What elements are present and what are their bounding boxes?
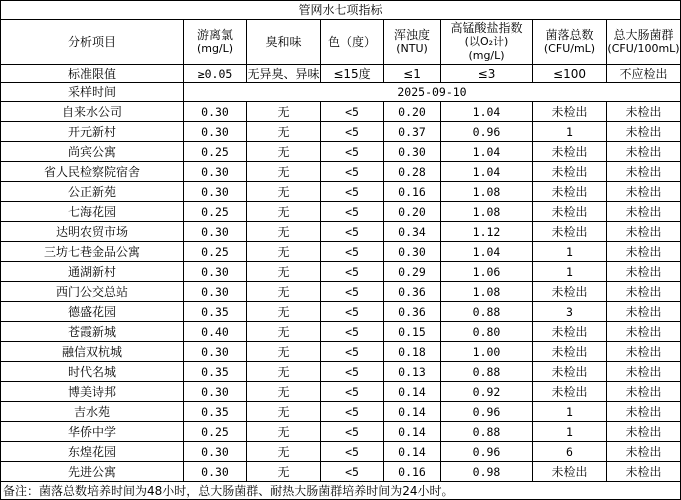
color-value: <5 — [321, 142, 384, 162]
coliform-value: 未检出 — [607, 122, 681, 142]
header-chlorine: 游离氯 (mg/L) — [184, 20, 247, 65]
color-value: <5 — [321, 402, 384, 422]
color-value: <5 — [321, 242, 384, 262]
turbidity-value: 0.36 — [384, 302, 441, 322]
table-row — [1, 262, 681, 282]
site-name: 华侨中学 — [1, 422, 184, 442]
limit-coliform: 不应检出 — [607, 65, 681, 83]
color-value: <5 — [321, 282, 384, 302]
turbidity-value: 0.20 — [384, 102, 441, 122]
permanganate-value: 1.04 — [441, 102, 533, 122]
site-name: 西门公交总站 — [1, 282, 184, 302]
table-row — [1, 342, 681, 362]
permanganate-value: 1.08 — [441, 182, 533, 202]
limit-chlorine: ≥0.05 — [184, 65, 247, 83]
permanganate-value: 1.08 — [441, 282, 533, 302]
colony-value: 6 — [533, 442, 607, 462]
colony-value: 1 — [533, 122, 607, 142]
site-name: 省人民检察院宿舍 — [1, 162, 184, 182]
site-name: 融信双杭城 — [1, 342, 184, 362]
turbidity-value: 0.36 — [384, 282, 441, 302]
turbidity-value: 0.16 — [384, 182, 441, 202]
coliform-value: 未检出 — [607, 282, 681, 302]
chlorine-value: 0.25 — [184, 422, 247, 442]
colony-value: 3 — [533, 302, 607, 322]
site-name: 吉水苑 — [1, 402, 184, 422]
coliform-value: 未检出 — [607, 322, 681, 342]
odor-value: 无 — [247, 462, 321, 482]
table-row — [1, 242, 681, 262]
limit-color: ≤15度 — [321, 65, 384, 83]
colony-value: 1 — [533, 242, 607, 262]
odor-value: 无 — [247, 342, 321, 362]
chlorine-value: 0.30 — [184, 102, 247, 122]
odor-value: 无 — [247, 382, 321, 402]
table-row — [1, 382, 681, 402]
turbidity-value: 0.14 — [384, 402, 441, 422]
site-name: 苍霞新城 — [1, 322, 184, 342]
table-row — [1, 102, 681, 122]
color-value: <5 — [321, 182, 384, 202]
sample-date: 2025-09-10 — [184, 83, 681, 102]
limit-row — [1, 65, 681, 83]
table-row — [1, 222, 681, 242]
turbidity-value: 0.28 — [384, 162, 441, 182]
table-row — [1, 362, 681, 382]
odor-value: 无 — [247, 182, 321, 202]
chlorine-value: 0.30 — [184, 222, 247, 242]
chlorine-value: 0.40 — [184, 322, 247, 342]
coliform-value: 未检出 — [607, 222, 681, 242]
site-name: 时代名城 — [1, 362, 184, 382]
turbidity-value: 0.14 — [384, 382, 441, 402]
color-value: <5 — [321, 122, 384, 142]
color-value: <5 — [321, 422, 384, 442]
table-row — [1, 322, 681, 342]
permanganate-value: 0.96 — [441, 402, 533, 422]
header-odor: 臭和味 — [247, 20, 321, 65]
chlorine-value: 0.30 — [184, 122, 247, 142]
footnote: 备注：菌落总数培养时间为48小时，总大肠菌群、耐热大肠菌群培养时间为24小时。 — [1, 482, 681, 500]
color-value: <5 — [321, 222, 384, 242]
limit-permanganate: ≤3 — [441, 65, 533, 83]
color-value: <5 — [321, 202, 384, 222]
header-item: 分析项目 — [1, 20, 184, 65]
site-name: 开元新村 — [1, 122, 184, 142]
odor-value: 无 — [247, 362, 321, 382]
odor-value: 无 — [247, 162, 321, 182]
permanganate-value: 0.96 — [441, 122, 533, 142]
table-row — [1, 142, 681, 162]
odor-value: 无 — [247, 322, 321, 342]
site-name: 东煌花园 — [1, 442, 184, 462]
colony-value: 未检出 — [533, 462, 607, 482]
note-row — [1, 482, 681, 500]
site-name: 博美诗邦 — [1, 382, 184, 402]
site-name: 德盛花园 — [1, 302, 184, 322]
colony-value: 未检出 — [533, 322, 607, 342]
coliform-value: 未检出 — [607, 442, 681, 462]
coliform-value: 未检出 — [607, 242, 681, 262]
permanganate-value: 1.06 — [441, 262, 533, 282]
permanganate-value: 0.88 — [441, 362, 533, 382]
permanganate-value: 0.92 — [441, 382, 533, 402]
limit-colony: ≤100 — [533, 65, 607, 83]
coliform-value: 未检出 — [607, 182, 681, 202]
header-colony: 菌落总数 (CFU/mL) — [533, 20, 607, 65]
coliform-value: 未检出 — [607, 262, 681, 282]
chlorine-value: 0.30 — [184, 462, 247, 482]
table-row — [1, 462, 681, 482]
site-name: 三坊七巷金品公寓 — [1, 242, 184, 262]
colony-value: 未检出 — [533, 142, 607, 162]
color-value: <5 — [321, 102, 384, 122]
limit-turbidity: ≤1 — [384, 65, 441, 83]
sample-time-label: 采样时间 — [1, 83, 184, 102]
coliform-value: 未检出 — [607, 302, 681, 322]
turbidity-value: 0.30 — [384, 242, 441, 262]
coliform-value: 未检出 — [607, 382, 681, 402]
odor-value: 无 — [247, 202, 321, 222]
table-row — [1, 162, 681, 182]
odor-value: 无 — [247, 302, 321, 322]
chlorine-value: 0.25 — [184, 242, 247, 262]
chlorine-value: 0.25 — [184, 202, 247, 222]
coliform-value: 未检出 — [607, 462, 681, 482]
permanganate-value: 1.04 — [441, 242, 533, 262]
table-row — [1, 202, 681, 222]
color-value: <5 — [321, 302, 384, 322]
table-row — [1, 182, 681, 202]
odor-value: 无 — [247, 282, 321, 302]
table-row — [1, 302, 681, 322]
permanganate-value: 1.04 — [441, 142, 533, 162]
chlorine-value: 0.30 — [184, 262, 247, 282]
colony-value: 未检出 — [533, 362, 607, 382]
turbidity-value: 0.15 — [384, 322, 441, 342]
header-color: 色（度） — [321, 20, 384, 65]
permanganate-value: 0.96 — [441, 442, 533, 462]
header-row — [1, 20, 681, 65]
coliform-value: 未检出 — [607, 162, 681, 182]
site-name: 达明农贸市场 — [1, 222, 184, 242]
chlorine-value: 0.30 — [184, 442, 247, 462]
header-coliform: 总大肠菌群 (CFU/100mL) — [607, 20, 681, 65]
coliform-value: 未检出 — [607, 362, 681, 382]
coliform-value: 未检出 — [607, 402, 681, 422]
coliform-value: 未检出 — [607, 202, 681, 222]
chlorine-value: 0.30 — [184, 342, 247, 362]
chlorine-value: 0.35 — [184, 302, 247, 322]
odor-value: 无 — [247, 242, 321, 262]
permanganate-value: 0.88 — [441, 422, 533, 442]
sample-date-row — [1, 83, 681, 102]
table-row — [1, 282, 681, 302]
permanganate-value: 0.80 — [441, 322, 533, 342]
chlorine-value: 0.30 — [184, 382, 247, 402]
colony-value: 未检出 — [533, 342, 607, 362]
odor-value: 无 — [247, 422, 321, 442]
chlorine-value: 0.30 — [184, 182, 247, 202]
color-value: <5 — [321, 442, 384, 462]
turbidity-value: 0.13 — [384, 362, 441, 382]
limit-label: 标准限值 — [1, 65, 184, 83]
colony-value: 未检出 — [533, 162, 607, 182]
table-title: 管网水七项指标 — [1, 1, 681, 20]
odor-value: 无 — [247, 122, 321, 142]
permanganate-value: 0.88 — [441, 302, 533, 322]
chlorine-value: 0.35 — [184, 362, 247, 382]
colony-value: 1 — [533, 402, 607, 422]
chlorine-value: 0.35 — [184, 402, 247, 422]
colony-value: 未检出 — [533, 382, 607, 402]
permanganate-value: 1.08 — [441, 202, 533, 222]
colony-value: 未检出 — [533, 102, 607, 122]
chlorine-value: 0.30 — [184, 282, 247, 302]
table-row — [1, 442, 681, 462]
table-row — [1, 122, 681, 142]
permanganate-value: 1.12 — [441, 222, 533, 242]
site-name: 先进公寓 — [1, 462, 184, 482]
turbidity-value: 0.34 — [384, 222, 441, 242]
color-value: <5 — [321, 382, 384, 402]
turbidity-value: 0.18 — [384, 342, 441, 362]
permanganate-value: 1.00 — [441, 342, 533, 362]
colony-value: 1 — [533, 422, 607, 442]
coliform-value: 未检出 — [607, 422, 681, 442]
turbidity-value: 0.20 — [384, 202, 441, 222]
chlorine-value: 0.25 — [184, 142, 247, 162]
limit-odor: 无异臭、异味 — [247, 66, 320, 81]
turbidity-value: 0.37 — [384, 122, 441, 142]
colony-value: 未检出 — [533, 282, 607, 302]
site-name: 尚宾公寓 — [1, 142, 184, 162]
permanganate-value: 1.04 — [441, 162, 533, 182]
color-value: <5 — [321, 362, 384, 382]
colony-value: 未检出 — [533, 182, 607, 202]
color-value: <5 — [321, 342, 384, 362]
odor-value: 无 — [247, 142, 321, 162]
header-permanganate: 高锰酸盐指数 (以O₂计) (mg/L) — [441, 20, 533, 65]
table-row — [1, 422, 681, 442]
odor-value: 无 — [247, 222, 321, 242]
coliform-value: 未检出 — [607, 342, 681, 362]
site-name: 七海花园 — [1, 202, 184, 222]
colony-value: 未检出 — [533, 202, 607, 222]
odor-value: 无 — [247, 402, 321, 422]
permanganate-value: 0.98 — [441, 462, 533, 482]
turbidity-value: 0.14 — [384, 442, 441, 462]
coliform-value: 未检出 — [607, 142, 681, 162]
site-name: 自来水公司 — [1, 102, 184, 122]
color-value: <5 — [321, 322, 384, 342]
header-turbidity: 浑浊度 (NTU) — [384, 20, 441, 65]
site-name: 公正新苑 — [1, 182, 184, 202]
coliform-value: 未检出 — [607, 102, 681, 122]
chlorine-value: 0.30 — [184, 162, 247, 182]
turbidity-value: 0.14 — [384, 422, 441, 442]
table-row — [1, 402, 681, 422]
colony-value: 未检出 — [533, 222, 607, 242]
odor-value: 无 — [247, 442, 321, 462]
odor-value: 无 — [247, 102, 321, 122]
color-value: <5 — [321, 162, 384, 182]
odor-value: 无 — [247, 262, 321, 282]
site-name: 通湖新村 — [1, 262, 184, 282]
colony-value: 1 — [533, 262, 607, 282]
color-value: <5 — [321, 262, 384, 282]
turbidity-value: 0.30 — [384, 142, 441, 162]
color-value: <5 — [321, 462, 384, 482]
turbidity-value: 0.16 — [384, 462, 441, 482]
turbidity-value: 0.29 — [384, 262, 441, 282]
